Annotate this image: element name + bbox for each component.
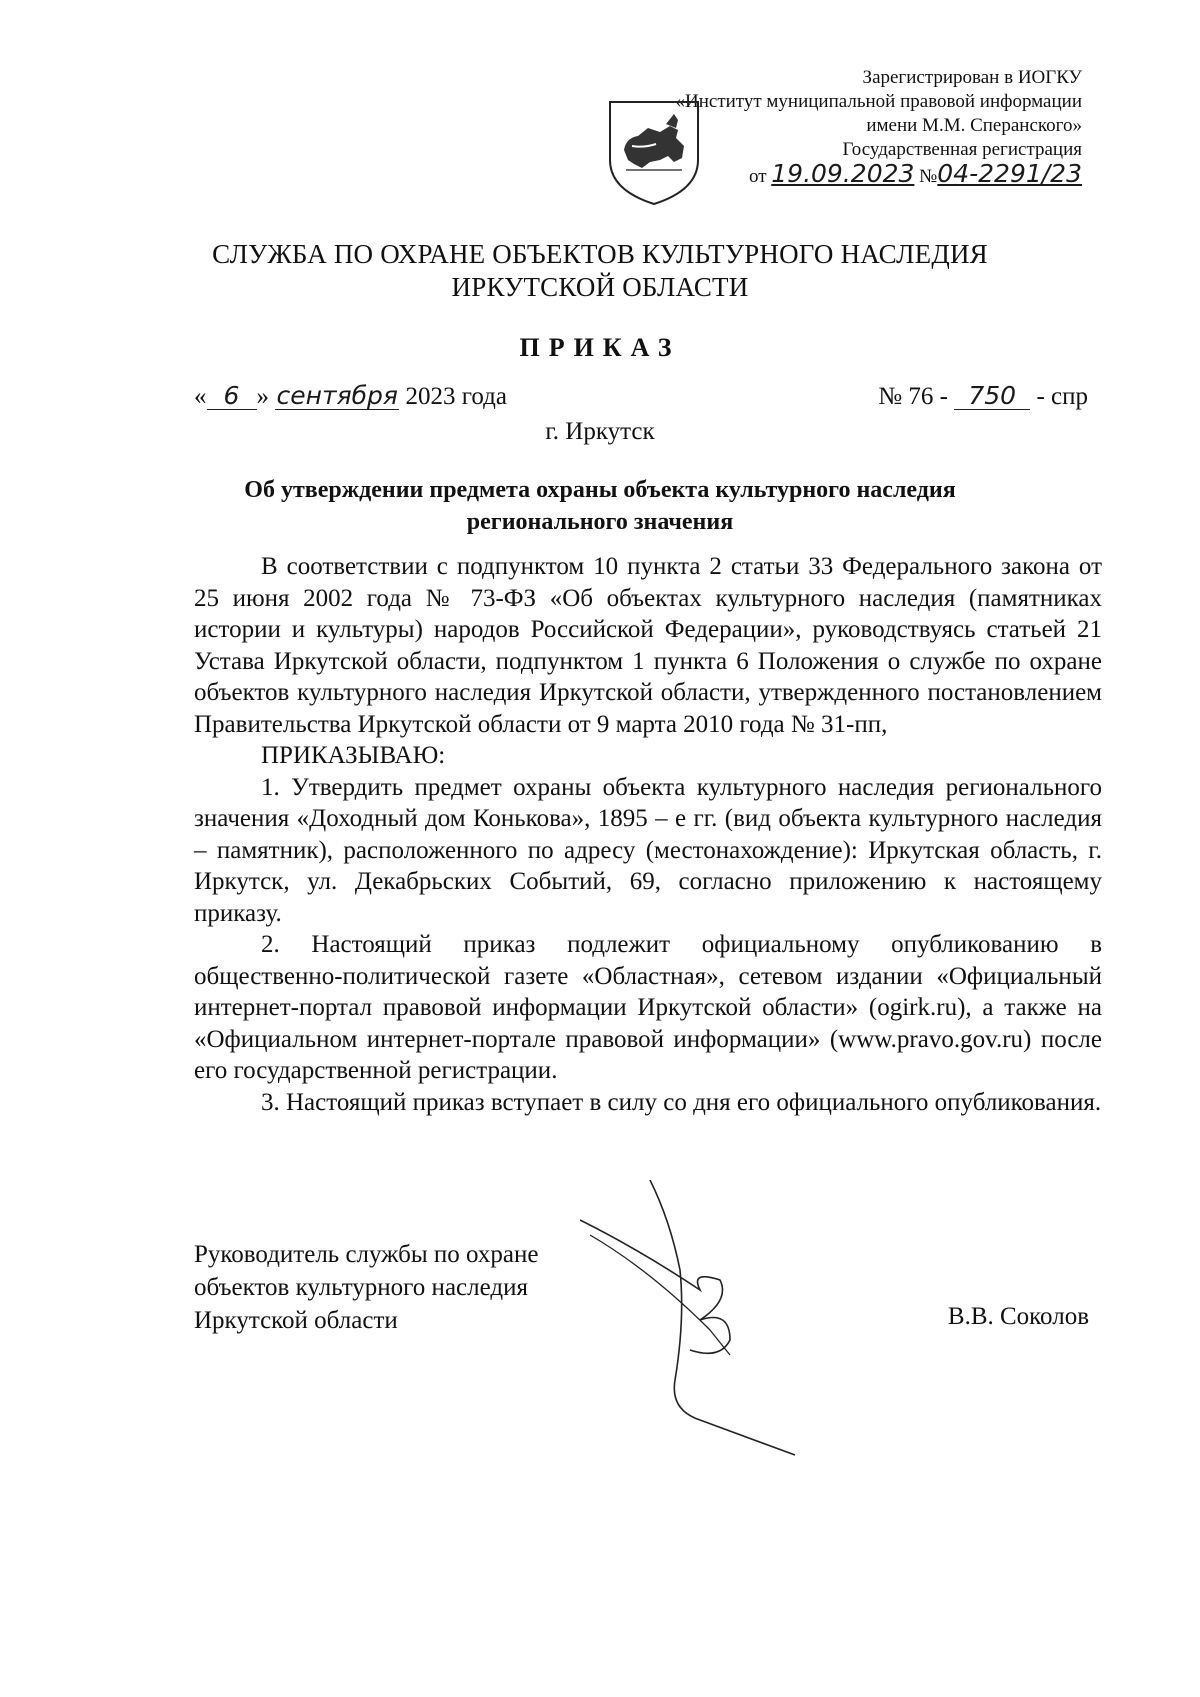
registration-date-handwritten: 19.09.2023 [771,159,915,188]
date-year: 2023 года [405,383,507,410]
order-word: ПРИКАЗЫВАЮ: [261,742,446,769]
order-item-3: 3. Настоящий приказ вступает в силу со дня его официального опубликования. [261,1088,1102,1116]
date-close-quote: » [256,383,269,410]
date-month-handwritten: сентября [276,381,398,410]
preamble-paragraph: В соответствии с подпунктом 10 пункта 2 статьи 33 Федерального закона от 25 июня 2002 года № 73-ФЗ «Об объектах культурного наследия (памятниках истории и культуры) народов Российской Федерации», руководствуясь статьей 21 Устава Иркутской области, подпунктом 1 пункта 6 Положения о службе по охране объектов культурного наследия Иркутской области, утвержденного постановлением Правительства Иркутской области от 9 марта 2010 года № 31-пп, [194,553,1102,738]
document-title [0,474,1200,538]
document-type: ПРИКАЗ [519,333,681,362]
signatory-line-3: Иркутской области [194,1307,398,1334]
registration-date-prefix: от [748,166,767,187]
handwritten-signature [580,1180,880,1460]
document-body [194,551,1102,1118]
date-open-quote: « [194,383,207,410]
registration-line-4: Государственная регистрация [842,139,1082,160]
signatory-line-1: Руководитель службы по охране [194,1241,539,1268]
signatory-line-2: объектов культурного наследия [194,1274,528,1301]
registration-line-2: «Институт муниципальной правовой информации [675,91,1082,112]
date-day-handwritten: 6 [207,383,257,410]
order-number-handwritten: 750 [954,383,1030,410]
registration-line-3: имени М.М. Сперанского» [866,115,1082,136]
city: г. Иркутск [545,418,655,445]
title-line-1: Об утверждении предмета охраны объекта культурного наследия [244,477,956,503]
signatory-name: В.В. Соколов [947,1303,1089,1330]
registration-line-1: Зарегистрирован в ИОГКУ [862,67,1082,88]
irkutsk-coat-of-arms-icon [604,98,704,208]
order-number-prefix: № 76 - [878,383,948,410]
agency-line-2: ИРКУТСКОЙ ОБЛАСТИ [451,272,749,302]
order-item-2: 2. Настоящий приказ подлежит официальному опубликованию в общественно-политической газете «Областная», сетевом издании «Официальный интернет-портал правовой информации Иркутской области» (ogirk.ru), а также на «Официальном интернет-портале правовой информации» (www.pravo.gov.ru) после его государственной регистрации. [194,931,1102,1084]
title-line-2: регионального значения [466,509,734,535]
order-date [194,383,507,411]
order-number-suffix: - спр [1036,383,1088,410]
registration-number-handwritten: 04-2291/23 [937,159,1082,188]
signatory-position [194,1238,538,1337]
registration-number-prefix: № [919,166,938,187]
agency-line-1: СЛУЖБА ПО ОХРАНЕ ОБЪЕКТОВ КУЛЬТУРНОГО НАСЛЕДИЯ [212,239,988,269]
agency-heading [0,238,1200,304]
order-number [878,383,1088,411]
order-item-1: 1. Утвердить предмет охраны объекта культурного наследия регионального значения «Доходный дом Конькова», 1895 – е гг. (вид объекта культурного наследия – памятник), расположенного по адресу (местонахождение): Иркутская область, г. Иркутск, ул. Декабрьских Событий, 69, согласно приложению к настоящему приказу. [194,773,1102,927]
